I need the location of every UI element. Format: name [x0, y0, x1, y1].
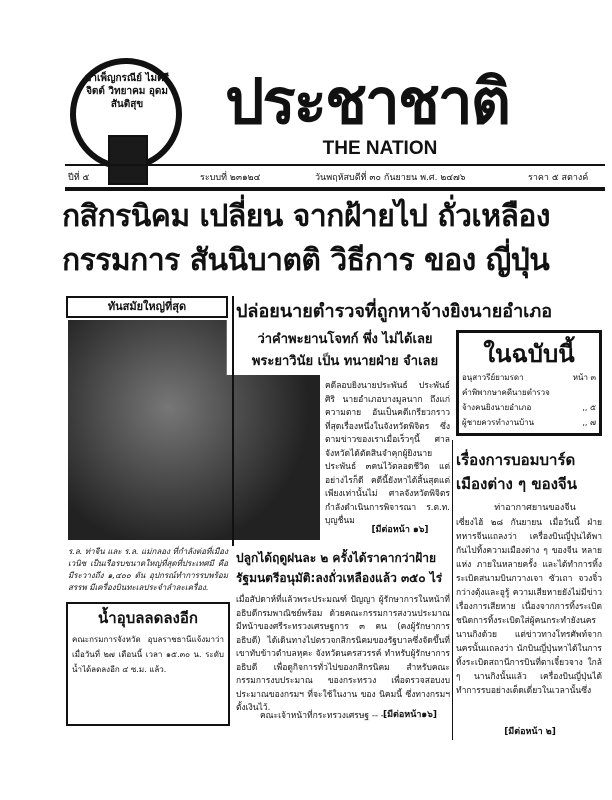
photo-label: ทันสมัยใหญ่ที่สุด: [66, 296, 228, 318]
index-item[interactable]: [462, 370, 596, 385]
index-item-page: ,, ๕: [582, 403, 596, 412]
flood-headline: น้ำอุบลลดลงอีก: [98, 609, 198, 627]
index-item[interactable]: [462, 400, 596, 415]
index-list: [462, 370, 596, 430]
index-item-label: จ้างคนยิงนายอำเภอ: [462, 403, 532, 412]
police-headline: ปล่อยนายตำรวจที่ถูกหาจ้างยิงนายอำเภอ: [236, 301, 553, 322]
newspaper-title: ประชาชาติ: [225, 65, 510, 138]
issue-number: ระบบที่ ๒๓๑๒๔: [200, 173, 261, 183]
second-headline: กรรมการ สันนิบาตติ วิธีการ ของ ญี่ปุ่น: [62, 243, 550, 278]
divider: [65, 164, 605, 166]
index-item-page: ,, ๗: [582, 418, 596, 427]
newspaper-subtitle: THE NATION: [322, 138, 438, 159]
divider: [65, 187, 605, 191]
police-subhead: พระยาวินัย เป็น ทนายฝ่าย จำเลย: [251, 354, 439, 369]
index-item[interactable]: [462, 385, 596, 400]
seal-motto: บำเพ็ญกรณีย์ ไมตรีจิตต์ วิทยาคม อุดมสันติสุข: [84, 73, 170, 110]
index-item[interactable]: [462, 415, 596, 430]
bombing-headline: [456, 448, 602, 496]
police-body: คดีลอบยิงนายประพันธ์ ประพันธ์ศิริ นายอำเภอบางมูลนาก ถึงแก่ความตาย อันเป็นคดีเกรียวกราวที่สุดเรื่องหนึ่งในจังหวัดพิจิตร ซึ่งตามข่าวของเราเมื่อเร็วๆนี้ ศาลจังหวัดได้ตัดสินจำคุกผู้ยิงนายประพันธ์ ๓คนไว้ตลอดชีวิต แต่อย่างไรก็ดี คดีนี้ยังหาได้สิ้นสุดแต่เพียงเท่านั้นไม่ ศาลจังหวัดพิจิตรกำลังดำเนินการพิจารณา ร.ต.ท. บุญชื่นม: [325, 381, 450, 526]
bombing-lead: ท่าอากาศยานของจีน: [494, 503, 576, 513]
index-item-label: คำพิพากษาคดีนายตำรวจ: [462, 388, 550, 397]
issue-date: วันพฤหัสบดีที่ ๓๐ กันยายน พ.ศ. ๒๔๗๖: [315, 173, 466, 183]
flood-body: คณะกรมการจังหวัด อุบลราชธานีแจ้งมาว่า เมื่อวันที่ ๒๗ เดือนนี้ เวลา ๑๕.๓๐ น. ระดับน้ำได้ลดลงอีก ๔ ซ.ม. แล้ว.: [72, 635, 224, 674]
soy-headline-line: รัฐมนตรีอนุมัติ:ลงถั่วเหลืองแล้ว ๓๕๐ ไร่: [236, 571, 443, 585]
police-subhead: ว่าคำพะยานโจทก์ พึ่ง ไม่ได้เลย: [257, 332, 433, 347]
year-label: ปีที่ ๕: [68, 173, 90, 183]
column-rule: [232, 296, 234, 546]
bombing-body: เซี่ยงไฮ้ ๒๘ กันยายน เมื่อวันนี้ ฝ่ายทหารจีนแถลงว่า เครื่องบินญี่ปุ่นได้พากันไปทิ้งความเมืองต่าง ๆ ของจีน หลายแห่ง ภายในหลายครั้ง และได้ทำการทิ้งระเบิดสนามบินกวางเจา ซัวเถา จวงจิ๋ว กว่างตุ้งและอูรู้ ความเสียหายยังไม่มีข่าวเรื่องการเสียหาย เนื่องจากการทิ้งระเบิด ชนิดการทิ้งระเบิดใส่ผู้คนกระทำยังนครนานกิงด้วย แต่ข่าวทางโทรศัพท์จากนครนั้นแถลงว่า นักบินญี่ปุ่นหาได้ในการทิ้งระเบิดสถานีการบินที่ตาเจี๋ยวจาง ใกล้ ๆ นานกิงนั้นแล้ว เครื่องบินญี่ปุ่นได้ทำการรบอย่างเด็ดเดี่ยวในเวลานั้นซึ่ง: [456, 518, 602, 696]
column-rule: [452, 440, 453, 740]
index-item-label: อนุสาวรีย์ยามรดา: [462, 373, 524, 382]
price: ราคา ๕ สตางค์: [528, 173, 589, 183]
soy-headline-line: ปลูกได้ฤดูฝนละ ๒ ครั้งได้ราคากว่าฝ้าย: [236, 551, 437, 565]
continued-link[interactable]: [มีต่อหน้า ๒]: [504, 727, 556, 737]
index-title: ในฉบับนี้: [483, 340, 575, 368]
main-headline: กสิกรนิคม เปลี่ยน จากฝ้ายไป ถั่วเหลือง: [62, 199, 551, 234]
soy-footer: คณะเจ้าหน้าที่กระทรวงเศรษฐ -- --: [260, 711, 387, 721]
index-item-page: หน้า ๓: [572, 373, 596, 382]
bombing-headline-line: เมืองต่าง ๆ ของจีน: [456, 475, 577, 493]
soy-body: เมื่อสัปดาห์ที่แล้วพระประมณฑ์ ปัญญา ผู้รักษาการในหน้าที่อธิบดีกรมพาณิชย์พร้อม ด้วยคณะกรรมการสงวนประมาณ มีหน้าของศรีระทรวงเศรษฐการ ๓ คน (คงผู้รักษาการอธิบดี) ได้เดินทางไปตรวจกสิกรนิคมของรัฐบาลซึ่งจัดขึ้นที่เขาทับข้าวตำบลหุคะ จังหวัดนครสวรรค์ ทำหรับผู้รักษาการอธิบดี เพื่อดูกิจการทั่วไปของกสิกรนิคม สำหรับคณะกรรมการงบประมาณ ของกระทรวง เพื่อตรวจสอบงบประมาณของกรมฯ ที่จะใช้ในงาน ของ นิคมนี้ ซึ่งทางกรมฯ ตั้งเงินไว้.: [236, 595, 450, 713]
continued-link[interactable]: [มีต่อหน้า ๑๖]: [371, 525, 429, 535]
photo-caption: ร.ล. ท่าจีน และ ร.ล. แม่กลอง ที่กำลังต่อที่เมืองเวนิซ เป็นเรือรบขนาดใหญ่ที่สุดที่ประเทศมี คือมีระวางถึง ๑,๔๐๐ ตัน อุปกรณ์ทำการรบพร้อมสรรพ มีเครื่องบินทะเลประจำลำละเครื่อง.: [68, 547, 228, 592]
bombing-headline-line: เรื่องการบอมบาร์ด: [456, 451, 576, 469]
seal-figure-icon: [108, 135, 148, 185]
continued-link[interactable]: [มีต่อหน้า๑๖]: [383, 710, 437, 720]
index-item-label: ผู้ชายควรทำงานบ้าน: [462, 418, 535, 427]
soy-headline: [236, 548, 452, 588]
